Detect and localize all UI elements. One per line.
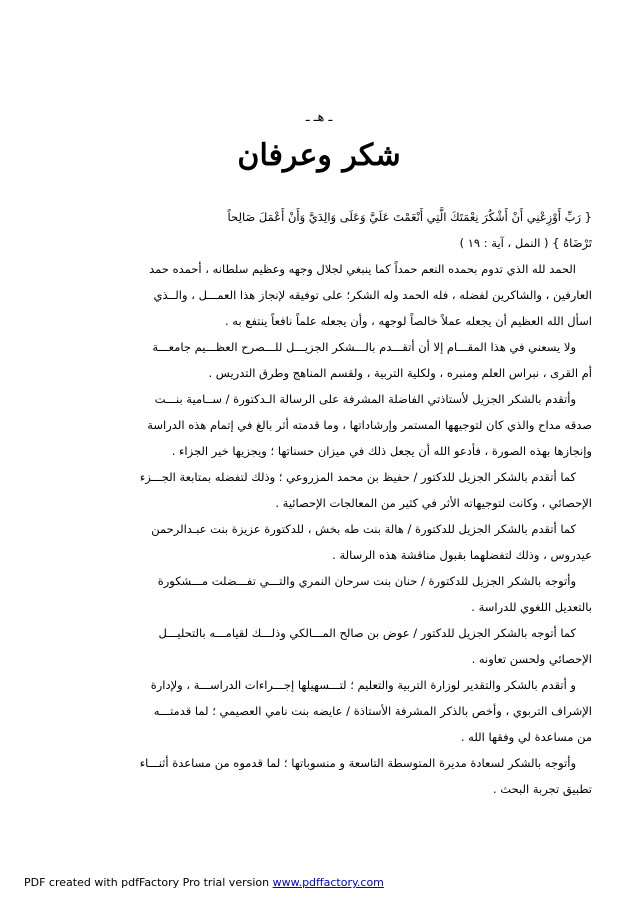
paragraph-line: وأتقدم بالشكر الجزيل لأستاذتي الفاضلة المشرفة على الرسالة الـدكتورة / ســامية بنـــت	[154, 392, 576, 406]
paragraph-line: الإحصائي ولحسن تعاونه .	[471, 652, 592, 666]
paragraph-line: عيدروس ، وذلك لتفضلهما بقبول مناقشة هذه الرسالة .	[332, 548, 592, 562]
paragraph-line: كما أتقدم بالشكر الجزيل للدكتورة / هالة بنت طه بخش ، للدكتورة عزيزة بنت عبـدالرحمن	[151, 522, 576, 536]
paragraph-line: الحمد لله الذي تدوم بحمده النعم حمداً كما ينبغي لجلال وجهه وعظيم سلطانه ، أحمده حمد	[149, 262, 576, 276]
paragraph-line: بالتعديل اللغوي للدراسة .	[471, 600, 592, 614]
paragraph-line: تطبيق تجربة البحث .	[492, 782, 592, 796]
paragraph-line: وأتوجه بالشكر الجزيل للدكتورة / حنان بنت سرحان النمري والتـــي تفـــضلت مـــشكورة	[157, 574, 576, 588]
paragraph-line: كما أتوجه بالشكر الجزيل للدكتور / عوض بن صالح المـــالكي وذلـــك لقيامـــه بالتحليـــل	[158, 626, 576, 640]
paragraph-line: و أتقدم بالشكر والتقدير لوزارة التربية والتعليم ؛ لتـــسهيلها إجـــراءات الدراســـة ، ولإدارة	[150, 678, 576, 692]
acknowledgment-body	[52, 204, 592, 802]
paragraph-line: الإحصائي ، وكانت لتوجيهاته الأثر في كثير من المعالجات الإحصائية .	[275, 496, 592, 510]
paragraph-line: كما أتقدم بالشكر الجزيل للدكتور / حفيظ بن محمد المزروعي ؛ وذلك لتفضله بمتابعة الجـــزء	[139, 470, 576, 484]
quran-verse-line: { رَبِّ أَوْزِعْنِي أَنْ أَشْكُرَ نِعْمَتَكَ الَّتِي أَنْعَمْتَ عَلَيَّ وَعَلَى وَالِدَيَّ وَأَنْ أَعْمَلَ صَالِحاً	[227, 210, 592, 224]
page-number-marker: ـ هـ ـ	[305, 110, 333, 125]
paragraph-line: العارفين ، والشاكرين لفضله ، فله الحمد وله الشكر؛ على توفيقه لإنجاز هذا العمـــل ، والــذي	[153, 288, 592, 302]
pdffactory-link[interactable]: www.pdffactory.com	[272, 876, 384, 889]
paragraph-line: وإنجازها بهذه الصورة ، فأدعو الله أن يجعل ذلك في ميزان حسناتها ؛ ويجزيها خير الجزاء .	[171, 444, 592, 458]
paragraph-line: من مساعدة لي وفقها الله .	[460, 730, 592, 744]
paragraph-line: ولا يسعني في هذا المقـــام إلا أن أتقـــدم بالـــشكر الجزيـــل للـــصرح العظـــيم جامعـــة	[152, 340, 576, 354]
pdf-footer	[24, 876, 384, 889]
footer-text: PDF created with pdfFactory Pro trial version	[24, 876, 273, 889]
paragraph-line: وأتوجه بالشكر لسعادة مديرة المتوسطة التاسعة و منسوباتها ؛ لما قدموه من مساعدة أثنـــاء	[139, 756, 576, 770]
page-title: شكر وعرفان	[237, 138, 401, 173]
paragraph-line: صدقه مداح والذي كان لتوجيهها المستمر وإرشاداتها ، وما قدمته أثر بالغ في إتمام هذه الدراسة	[147, 418, 592, 432]
paragraph-line: أم القرى ، نبراس العلم ومنبره ، ولكلية التربية ، ولقسم المناهج وطرق التدريس .	[208, 366, 592, 380]
paragraph-line: الإشراف التربوي ، وأخص بالذكر المشرفة الأستاذة / عايضه بنت نامي العصيمي ؛ لما قدمتـــه	[153, 704, 592, 718]
verse-citation: تَرْضَاهُ } ( النمل ، آية : ١٩ )	[459, 236, 592, 250]
paragraph-line: اسأل الله العظيم أن يجعله عملاً خالصاً لوجهه ، وأن يجعله علماً نافعاً ينتفع به .	[225, 314, 592, 328]
